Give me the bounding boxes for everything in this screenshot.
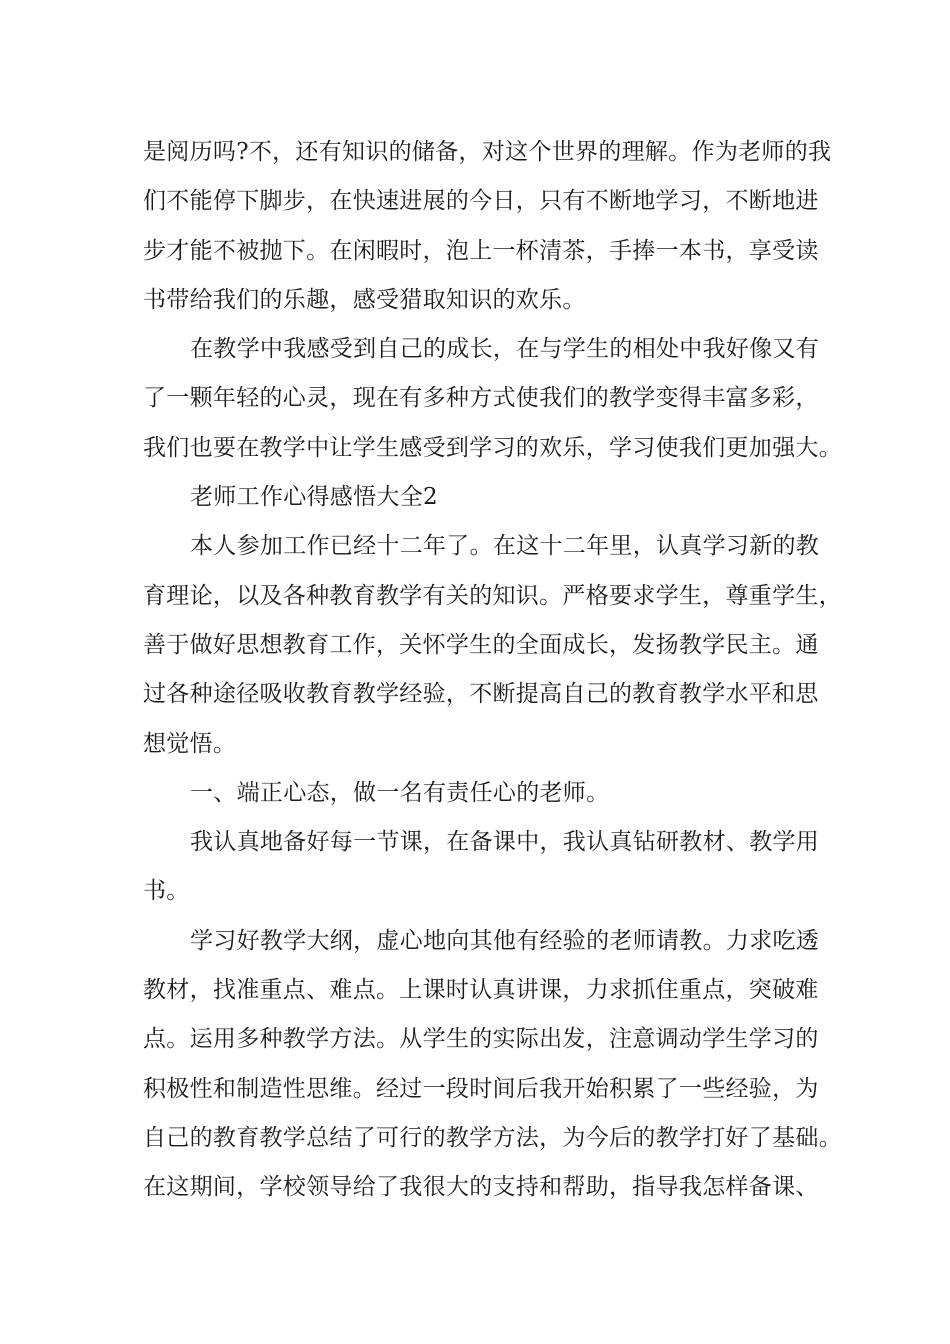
text-line: 步才能不被抛下。在闲暇时，泡上一杯清茶，手捧一本书，享受读 bbox=[143, 237, 819, 264]
text-line: 是阅历吗?不，还有知识的储备，对这个世界的理解。作为老师的我 bbox=[143, 139, 832, 165]
text-line: 想觉悟。 bbox=[143, 730, 237, 757]
text-line: 教材，找准重点、难点。上课时认真讲课，力求抓住重点，突破难 bbox=[143, 977, 819, 1004]
text-line: 我认真地备好每一节课，在备课中，我认真钻研教材、教学用 bbox=[190, 829, 820, 856]
document-body bbox=[143, 128, 842, 1213]
text-line: 积极性和制造性思维。经过一段时间后我开始积累了一些经验，为 bbox=[143, 1075, 819, 1102]
text-line: 学习好教学大纲，虚心地向其他有经验的老师请教。力求吃透 bbox=[190, 927, 820, 954]
text-line: 了一颗年轻的心灵，现在有多种方式使我们的教学变得丰富多彩， bbox=[143, 385, 819, 412]
text-line: 本人参加工作已经十二年了。在这十二年里，认真学习新的教 bbox=[190, 533, 820, 560]
text-line: 过各种途径吸收教育教学经验，不断提高自己的教育教学水平和思 bbox=[143, 681, 819, 708]
text-line: 善于做好思想教育工作，关怀学生的全面成长，发扬教学民主。通 bbox=[143, 631, 819, 658]
text-line: 育理论，以及各种教育教学有关的知识。严格要求学生，尊重学生， bbox=[143, 582, 842, 609]
text-line: 自己的教育教学总结了可行的教学方法，为今后的教学打好了基础。 bbox=[143, 1124, 842, 1151]
text-line: 书带给我们的乐趣，感受猎取知识的欢乐。 bbox=[143, 286, 586, 313]
text-line: 在这期间，学校领导给了我很大的支持和帮助，指导我怎样备课、 bbox=[143, 1174, 819, 1201]
text-line: 我们也要在教学中让学生感受到学习的欢乐，学习使我们更加强大。 bbox=[143, 434, 842, 461]
text-line: 点。运用多种教学方法。从学生的实际出发，注意调动学生学习的 bbox=[143, 1026, 819, 1053]
text-line: 在教学中我感受到自己的成长，在与学生的相处中我好像又有 bbox=[190, 336, 820, 363]
text-line: 老师工作心得感悟大全2 bbox=[190, 484, 438, 511]
text-line: 书。 bbox=[143, 878, 190, 905]
text-line: 一、端正心态，做一名有责任心的老师。 bbox=[190, 779, 610, 806]
text-line: 们不能停下脚步，在快速进展的今日，只有不断地学习，不断地进 bbox=[143, 188, 819, 215]
